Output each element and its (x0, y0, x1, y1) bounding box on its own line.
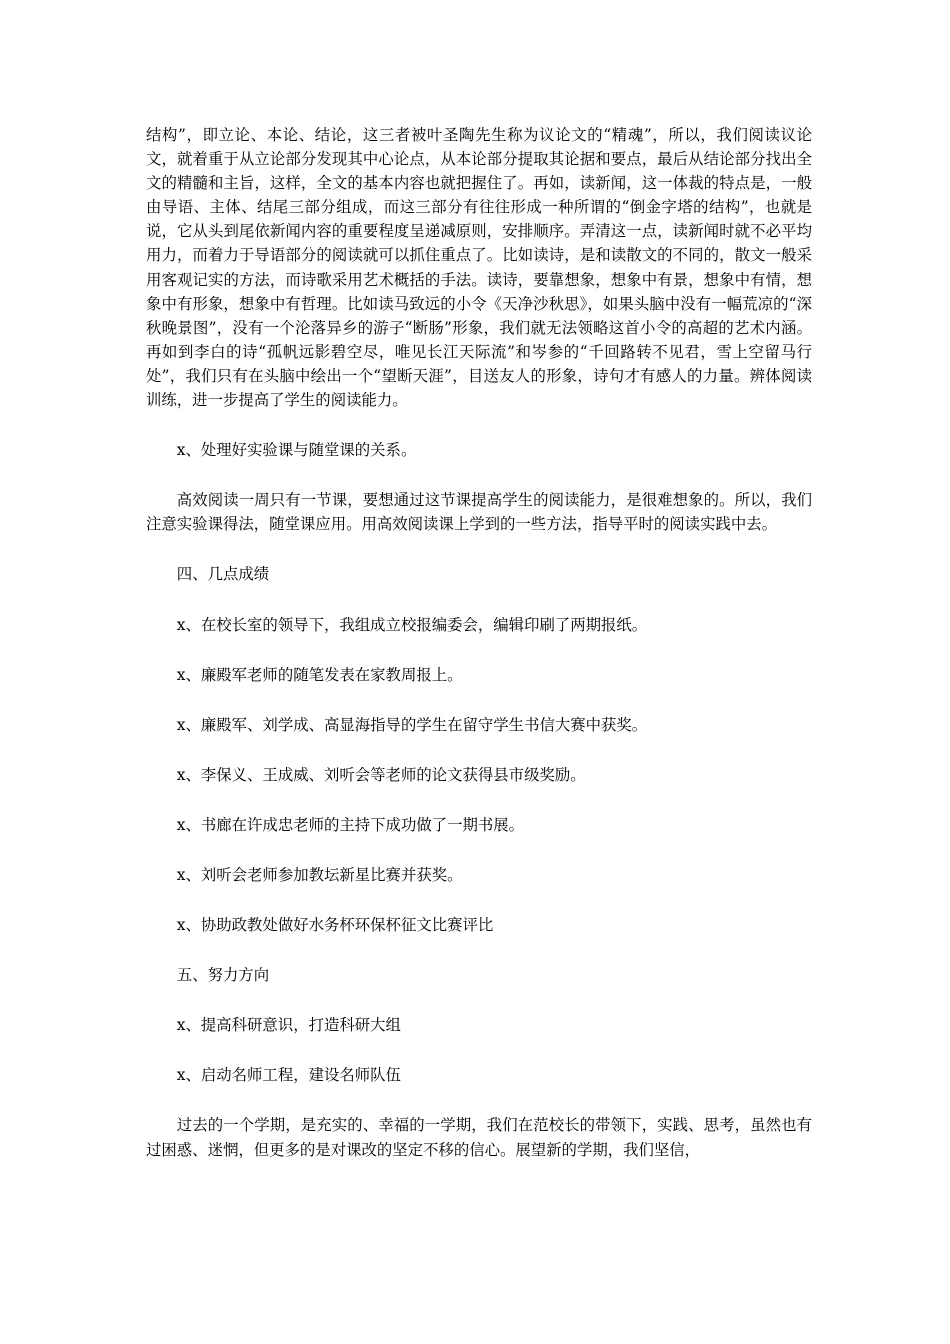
list-item: x、廉殿军、刘学成、高显海指导的学生在留守学生书信大赛中获奖。 (176, 715, 648, 734)
section-heading-achievements: 四、几点成绩 (176, 565, 270, 584)
list-item: x、在校长室的领导下，我组成立校报编委会，编辑印刷了两期报纸。 (176, 615, 648, 634)
item-experiment-class: x、处理好实验课与随堂课的关系。 (176, 441, 417, 460)
list-item: x、廉殿军老师的随笔发表在家教周报上。 (176, 665, 463, 684)
list-item: x、书廊在许成忠老师的主持下成功做了一期书展。 (176, 815, 525, 834)
paragraph-conclusion: 过去的一个学期，是充实的、幸福的一学期，我们在范校长的带领下，实践、思考，虽然也有过困惑、迷惘，但更多的是对课改的坚定不移的信心。展望新的学期，我们坚信， (146, 1116, 812, 1159)
list-item: x、李保义、王成威、刘听会等老师的论文获得县市级奖励。 (176, 765, 586, 784)
list-item: x、刘听会老师参加教坛新星比赛并获奖。 (176, 865, 463, 884)
paragraph-reading-methods: 结构”，即立论、本论、结论，这三者被叶圣陶先生称为议论文的“精魂”，所以，我们阅读议论文，就着重于从立论部分发现其中心论点，从本论部分提取其论据和要点，最后从结论部分找出全文的精髓和主旨，这样，全文的基本内容也就把握住了。再如，读新闻，这一体裁的特点是，一般由导语、主体、结尾三部分组成，而这三部分有往往形成一种所谓的“倒金字塔的结构”，也就是说，它从头到尾依新闻内容的重要程度呈递减原则，安排顺序。弄清这一点，读新闻时就不必平均用力，而着力于导语部分的阅读就可以抓住重点了。比如读诗，是和读散文的不同的，散文一般采用客观记实的方法，而诗歌采用艺术概括的手法。读诗，要靠想象，想象中有景，想象中有情，想象中有形象，想象中有哲理。比如读马致远的小令《天净沙秋思》，如果头脑中没有一幅荒凉的“深秋晚景图”，没有一个沦落异乡的游子“断肠”形象，我们就无法领略这首小令的高超的艺术内涵。再如到李白的诗“孤帆远影碧空尽，唯见长江天际流”和岑参的“千回路转不见君，雪上空留马行处”，我们只有在头脑中绘出一个“望断天涯”，目送友人的形象，诗句才有感人的力量。辨体阅读训练，进一步提高了学生的阅读能力。 (146, 126, 812, 410)
section-heading-direction: 五、努力方向 (176, 966, 270, 985)
list-item: x、协助政教处做好水务杯环保杯征文比赛评比 (176, 916, 494, 935)
paragraph-efficient-reading: 高效阅读一周只有一节课，要想通过这节课提高学生的阅读能力，是很难想象的。所以，我们注意实验课得法，随堂课应用。用高效阅读课上学到的一些方法，指导平时的阅读实践中去。 (146, 491, 812, 534)
list-item: x、启动名师工程，建设名师队伍 (176, 1066, 401, 1085)
document-body (146, 123, 812, 1162)
list-item: x、提高科研意识，打造科研大组 (176, 1016, 401, 1035)
